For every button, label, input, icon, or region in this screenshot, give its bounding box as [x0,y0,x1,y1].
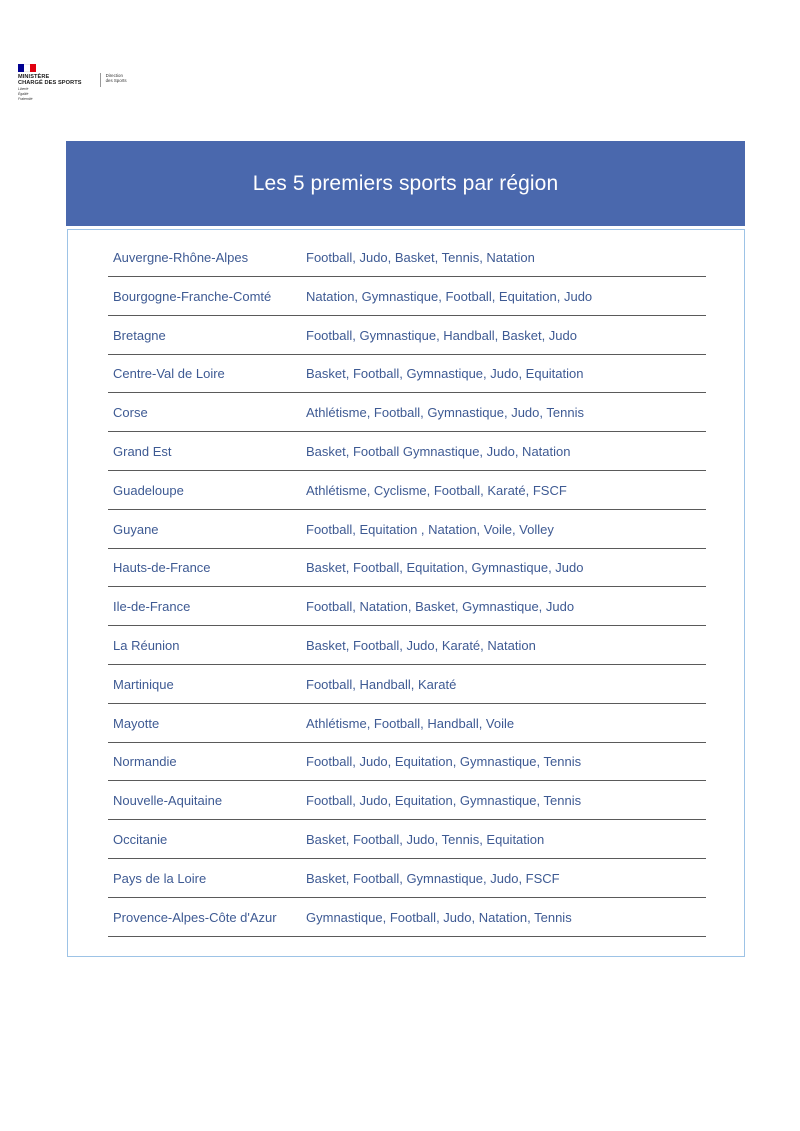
table-row [108,588,706,626]
table-row [108,355,706,393]
table-row [108,433,706,471]
region-name: Centre-Val de Loire [113,366,225,382]
table-row [108,472,706,510]
region-name: Guyane [113,521,159,537]
french-flag-icon [18,64,36,72]
region-name: Grand Est [113,443,172,459]
top-sports: Natation, Gymnastique, Football, Equitation, Judo [306,288,593,304]
top-sports: Football, Judo, Basket, Tennis, Natation [306,250,535,265]
table-row [108,239,706,277]
region-name: Ile-de-France [113,599,191,615]
top-sports: Basket, Football Gymnastique, Judo, Natation [306,443,571,459]
top-sports: Football, Judo, Equitation, Gymnastique, Tennis [306,754,582,770]
motto-liberte: Liberté [18,87,29,92]
region-name: La Réunion [113,637,180,653]
direction-block [106,64,127,83]
page-title: Les 5 premiers sports par région [252,171,559,195]
table-row [108,278,706,316]
table-row [108,511,706,549]
region-name: Pays de la Loire [113,870,207,886]
top-sports: Athlétisme, Cyclisme, Football, Karaté, FSCF [306,482,567,498]
table-row [108,899,706,937]
top-sports: Basket, Football, Gymnastique, Judo, Equitation [306,366,584,382]
region-name: Mayotte [113,715,160,731]
region-name: Bourgogne-Franche-Comté [113,288,272,304]
region-name: Corse [113,405,148,421]
table-row [108,705,706,743]
logo-divider [100,73,101,87]
motto-fraternite: Fraternité [18,97,33,102]
table-row [108,317,706,355]
ministry-name-line2: CHARGÉ DES SPORTS [18,80,82,87]
region-name: Nouvelle-Aquitaine [113,793,223,809]
top-sports: Football, Natation, Basket, Gymnastique, Judo [306,599,575,615]
top-sports: Football, Gymnastique, Handball, Basket, Judo [306,327,577,343]
top-sports: Football, Equitation , Natation, Voile, Volley [306,521,554,537]
table-row [108,549,706,587]
top-sports: Basket, Football, Judo, Karaté, Natation [306,637,536,653]
top-sports: Gymnastique, Football, Judo, Natation, Tennis [306,909,572,925]
title-banner [66,141,745,226]
region-name: Hauts-de-France [113,560,211,576]
direction-line1: Direction [105,73,123,78]
top-sports: Basket, Football, Gymnastique, Judo, FSCF [306,870,560,886]
top-sports: Football, Handball, Karaté [306,676,457,692]
ministry-name-line1: MINISTÈRE [18,74,50,80]
table-row [108,782,706,820]
top-sports: Athlétisme, Football, Gymnastique, Judo, Tennis [306,405,584,421]
table-row [108,666,706,704]
region-name: Normandie [113,754,177,770]
top-sports: Basket, Football, Equitation, Gymnastique, Judo [306,560,584,576]
top-sports: Football, Judo, Equitation, Gymnastique, Tennis [306,793,582,809]
motto-egalite: Égalité [18,92,29,97]
table-row [108,627,706,665]
region-name: Provence-Alpes-Côte d'Azur [113,909,277,925]
top-sports: Athlétisme, Football, Handball, Voile [306,715,515,731]
table-row [108,860,706,898]
table-row [108,821,706,859]
table-row [108,743,706,781]
region-name: Auvergne-Rhône-Alpes [113,250,249,265]
region-name: Occitanie [113,831,168,847]
region-name: Guadeloupe [113,482,184,498]
direction-line2: des Sports [105,78,127,83]
region-name: Martinique [113,676,174,692]
region-name: Bretagne [113,327,166,343]
marianne-block [18,64,82,101]
ministry-logo [18,64,127,101]
top-sports: Basket, Football, Judo, Tennis, Equitation [306,831,545,847]
sports-table [108,239,706,937]
table-row [108,394,706,432]
